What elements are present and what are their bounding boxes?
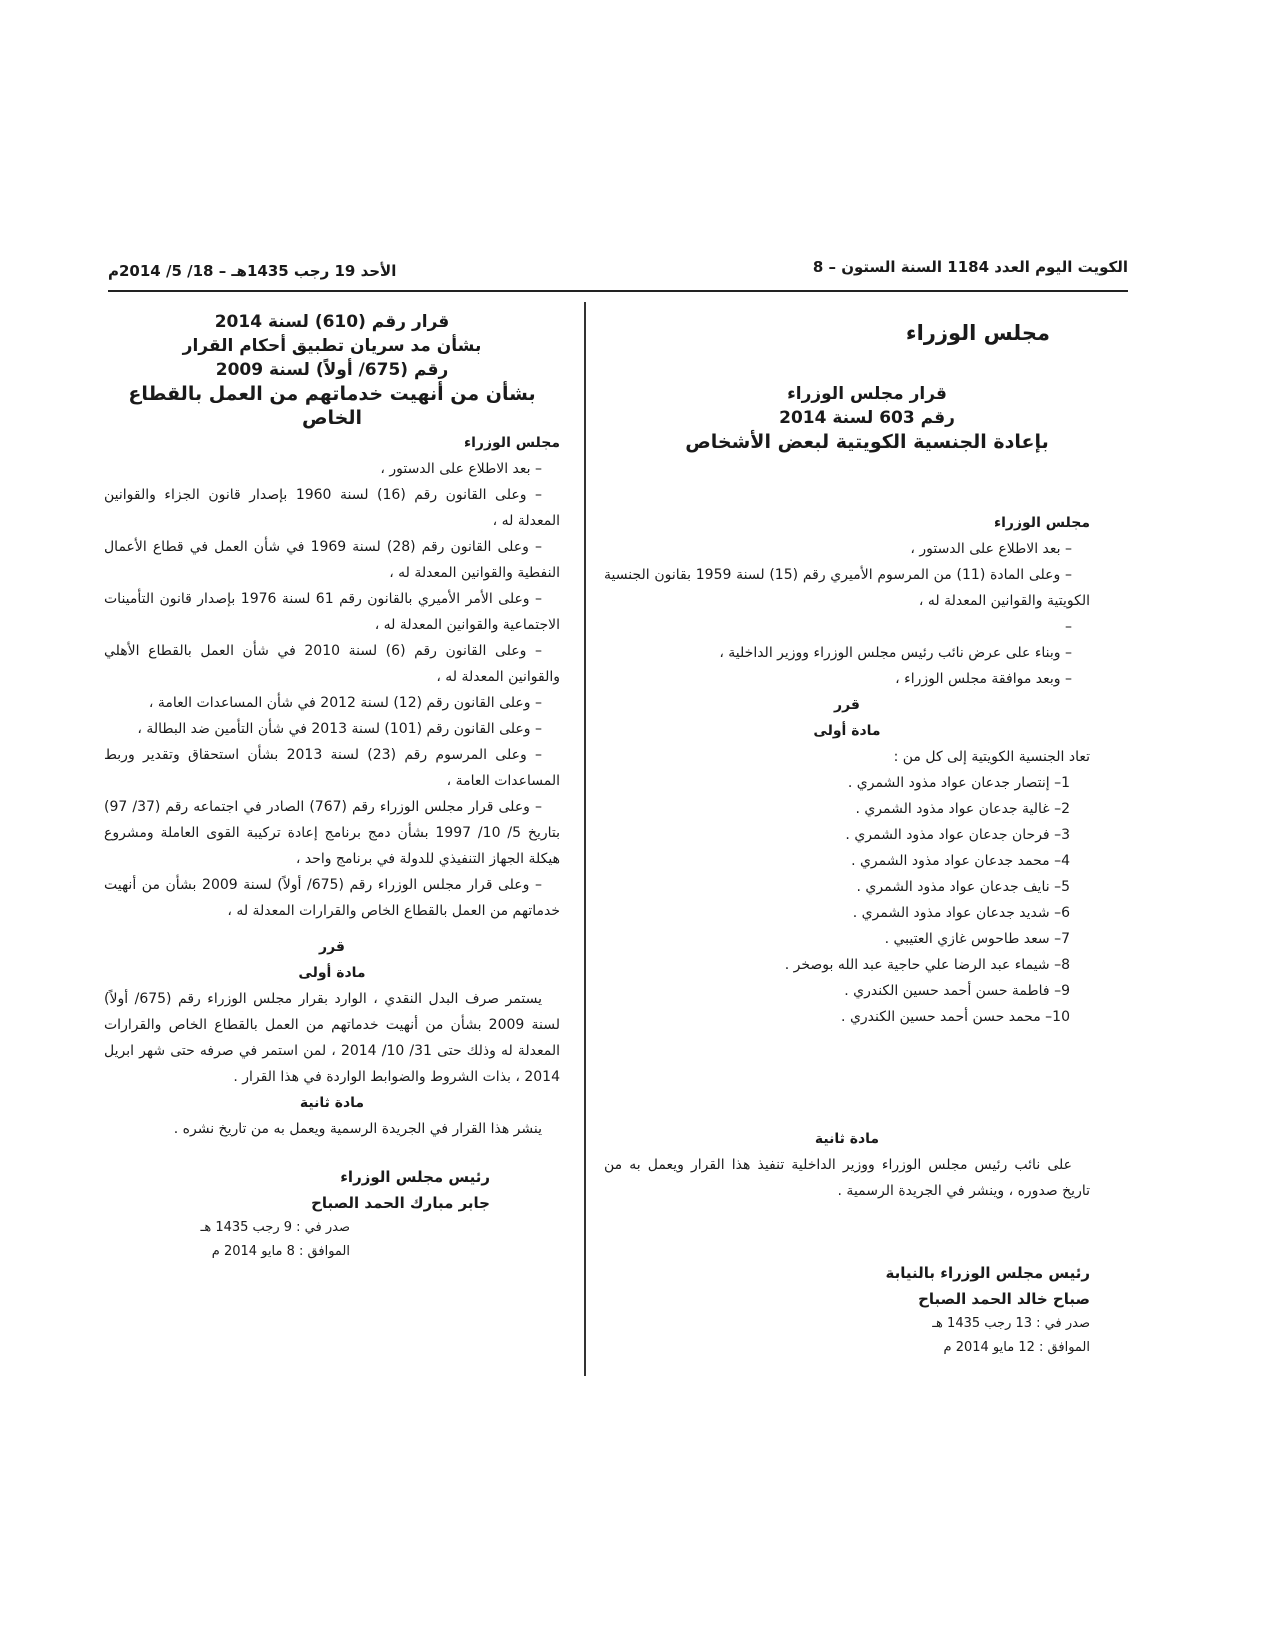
preamble-item: – وعلى القانون رقم (16) لسنة 1960 بإصدار قانون الجزاء والقوانين المعدلة له ، [104, 487, 560, 529]
list-item: 6– شديد جدعان عواد مذود الشمري . [852, 905, 1070, 921]
preamble-item: – وعلى قرار مجلس الوزراء رقم (675/ أولاً) لسنة 2009 بشأن من أنهيت خدماتهم من العمل بالقطاع الخاص والقرارات المعدلة له ، [104, 877, 560, 919]
list-item: 2– غالية جدعان عواد مذود الشمري . [855, 801, 1070, 817]
article-text: على نائب رئيس مجلس الوزراء ووزير الداخلية تنفيذ هذا القرار ويعمل به من تاريخ صدوره ، وينشر في الجريدة الرسمية . [604, 1157, 1090, 1199]
issued-date: صدر في : 9 رجب 1435 هـ [200, 1220, 350, 1235]
list-item: 9– فاطمة حسن أحمد حسين الكندري . [844, 983, 1070, 999]
article-heading: مادة أولى [298, 965, 366, 981]
left-column [104, 310, 560, 1264]
preamble-item: – بعد الاطلاع على الدستور ، [910, 541, 1072, 557]
section-title: مجلس الوزراء [905, 321, 1050, 345]
corresponding-date: الموافق : 12 مايو 2014 م [943, 1340, 1090, 1355]
corresponding-date: الموافق : 8 مايو 2014 م [211, 1244, 350, 1259]
preamble-item: – وبعد موافقة مجلس الوزراء ، [895, 671, 1072, 687]
names-list [604, 770, 1090, 1030]
article-heading: مادة ثانية [299, 1095, 365, 1111]
preamble-item: – وعلى المادة (11) من المرسوم الأميري رقم (15) لسنة 1959 بقانون الجنسية الكويتية والقوانين المعدلة له ، [604, 567, 1090, 609]
preamble-item: – وبناء على عرض نائب رئيس مجلس الوزراء ووزير الداخلية ، [719, 645, 1072, 661]
preamble-item: – وعلى قرار مجلس الوزراء رقم (767) الصادر في اجتماعه رقم (37/ 97) بتاريخ 5/ 10/ 1997 بشأن دمج برنامج إعادة تركيبة القوى العاملة ومشروع هيكلة الجهاز التنفيذي للدولة في برنامج واحد ، [104, 799, 561, 867]
decision-603-title [644, 382, 1090, 454]
title-line: قرار رقم (610) لسنة 2014 [214, 312, 450, 332]
council-label: مجلس الوزراء [993, 515, 1090, 531]
preamble-item: – بعد الاطلاع على الدستور ، [380, 461, 542, 477]
title-line: بشأن من أنهيت خدماتهم من العمل بالقطاع الخاص [128, 383, 536, 429]
article-text: يستمر صرف البدل النقدي ، الوارد بقرار مجلس الوزراء رقم (675/ أولاً) لسنة 2009 بشأن من أنهيت خدماتهم من العمل بالقطاع الخاص والقرارات المعدلة له وذلك حتى 31/ 10/ 2014 ، لمن استمر في صرفه حتى شهر ابريل 2014 ، بذات الشروط والضوابط الواردة في هذا القرار . [104, 991, 561, 1085]
signature-name: صباح خالد الحمد الصباح [918, 1290, 1090, 1308]
article-text: ينشر هذا القرار في الجريدة الرسمية ويعمل به من تاريخ نشره . [173, 1121, 542, 1137]
preamble-item: – وعلى القانون رقم (28) لسنة 1969 في شأن العمل في قطاع الأعمال النفطية والقوانين المعدلة له ، [104, 539, 560, 581]
article-heading: مادة ثانية [814, 1131, 880, 1147]
title-line: قرار مجلس الوزراء [787, 384, 947, 404]
list-item: 7– سعد طاحوس غازي العتيبي . [884, 931, 1070, 947]
title-line: بإعادة الجنسية الكويتية لبعض الأشخاص [685, 431, 1049, 453]
column-divider [584, 302, 586, 1376]
decided-heading: قرر [834, 697, 860, 713]
list-item: 1– إنتصار جدعان عواد مذود الشمري . [847, 775, 1070, 791]
signature-block [604, 1260, 1090, 1312]
header-date: الأحد 19 رجب 1435هـ – 18/ 5/ 2014م [108, 262, 397, 280]
preamble-item: – وعلى المرسوم رقم (23) لسنة 2013 بشأن استحقاق وتقدير وربط المساعدات العامة ، [104, 747, 560, 789]
signature-name: جابر مبارك الحمد الصباح [311, 1194, 490, 1212]
header-rule [108, 290, 1128, 292]
signature-title: رئيس مجلس الوزراء بالنيابة [885, 1264, 1090, 1282]
article-intro: تعاد الجنسية الكويتية إلى كل من : [893, 749, 1090, 765]
council-label: مجلس الوزراء [463, 435, 560, 451]
preamble-item: – وعلى الأمر الأميري بالقانون رقم 61 لسنة 1976 بإصدار قانون التأمينات الاجتماعية والقوانين المعدلة له ، [104, 591, 560, 633]
list-item: 3– فرحان جدعان عواد مذود الشمري . [845, 827, 1070, 843]
list-item: 10– محمد حسن أحمد حسين الكندري . [841, 1009, 1070, 1025]
preamble-item: – [1065, 619, 1072, 635]
preamble-item: – وعلى القانون رقم (101) لسنة 2013 في شأن التأمين ضد البطالة ، [137, 721, 542, 737]
right-column [604, 320, 1090, 1360]
list-item: 8– شيماء عبد الرضا علي حاجية عبد الله بوصخر . [784, 957, 1070, 973]
list-item: 5– نايف جدعان عواد مذود الشمري . [856, 879, 1070, 895]
list-item: 4– محمد جدعان عواد مذود الشمري . [851, 853, 1070, 869]
preamble-item: – وعلى القانون رقم (6) لسنة 2010 في شأن العمل بالقطاع الأهلي والقوانين المعدلة له ، [104, 643, 560, 685]
title-line: رقم 603 لسنة 2014 [779, 408, 955, 428]
decision-610-title [104, 310, 560, 430]
header-publication: الكويت اليوم العدد 1184 السنة الستون – 8 [812, 258, 1128, 276]
title-line: رقم (675/ أولاً) لسنة 2009 [215, 360, 449, 380]
title-line: بشأن مد سريان تطبيق أحكام القرار [182, 336, 482, 356]
preamble-item: – وعلى القانون رقم (12) لسنة 2012 في شأن المساعدات العامة ، [148, 695, 542, 711]
page-header [108, 258, 1128, 288]
article-heading: مادة أولى [813, 723, 881, 739]
decided-heading: قرر [319, 939, 345, 955]
signature-block [104, 1164, 560, 1216]
signature-title: رئيس مجلس الوزراء [340, 1168, 490, 1186]
issued-date: صدر في : 13 رجب 1435 هـ [932, 1316, 1090, 1331]
